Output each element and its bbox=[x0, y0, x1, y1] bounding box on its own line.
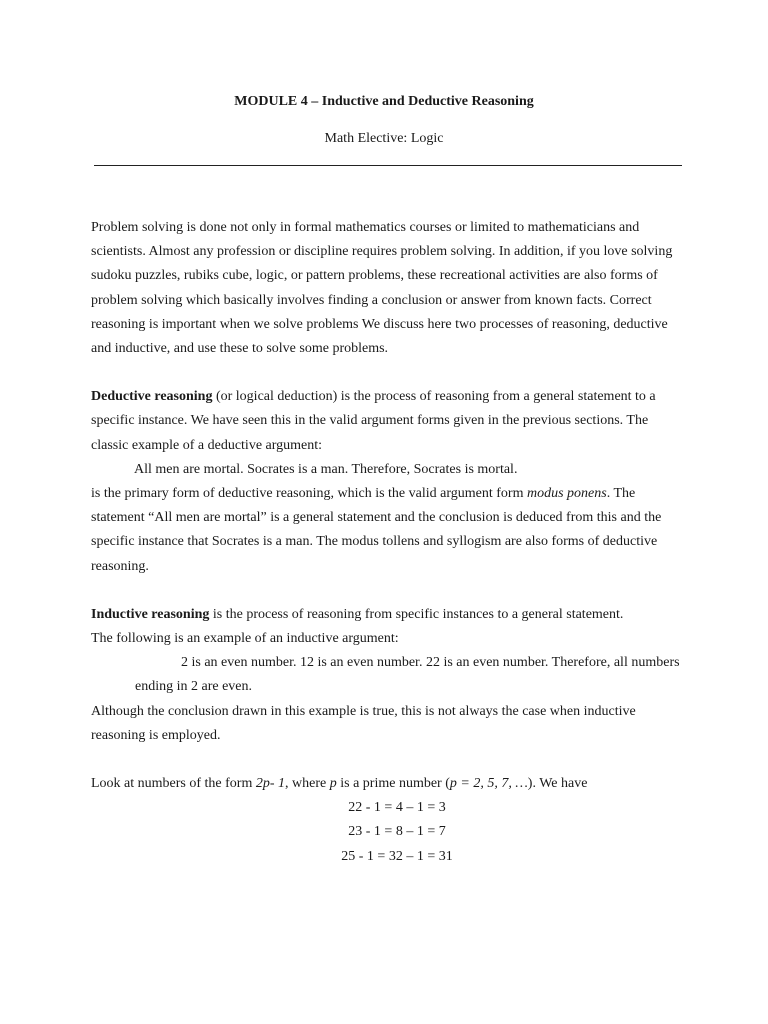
deductive-line-text: is the primary form of deductive reasoning, which is the valid argument form bbox=[91, 486, 527, 502]
inductive-paragraph bbox=[91, 603, 691, 748]
document-subtitle: Math Elective: Logic bbox=[324, 131, 444, 146]
deductive-example: All men are mortal. Socrates is a man. Therefore, Socrates is mortal. bbox=[134, 461, 518, 477]
paragraph-gap bbox=[91, 579, 691, 603]
equation-line: 25 - 1 = 32 – 1 = 31 bbox=[341, 848, 453, 864]
inductive-line-text: is the process of reasoning from specific instances to a general statement. bbox=[209, 606, 624, 622]
deductive-paragraph bbox=[91, 385, 691, 579]
deductive-line: specific instance that Socrates is a man. The modus tollens and syllogism are also forms of deductive bbox=[91, 534, 658, 550]
deductive-line bbox=[91, 482, 691, 506]
primes-text: is a prime number ( bbox=[336, 776, 450, 792]
intro-line: sudoku puzzles, rubiks cube, logic, or pattern problems, these recreational activities are also forms of bbox=[91, 268, 658, 284]
deductive-line-text: . The bbox=[606, 486, 636, 502]
intro-paragraph bbox=[91, 216, 691, 361]
inductive-line: The following is an example of an inductive argument: bbox=[91, 631, 399, 647]
inductive-example: 2 is an even number. 12 is an even number. 22 is an even number. Therefore, all numbers bbox=[181, 655, 680, 671]
inductive-line: Although the conclusion drawn in this example is true, this is not always the case when inductive bbox=[91, 703, 636, 719]
primes-text: , where bbox=[285, 776, 330, 792]
deductive-line: classic example of a deductive argument: bbox=[91, 437, 323, 453]
p-variable: p bbox=[329, 776, 337, 792]
deductive-line bbox=[91, 385, 691, 409]
paragraph-gap bbox=[91, 748, 691, 772]
deductive-line: reasoning. bbox=[91, 558, 149, 574]
primes-paragraph bbox=[91, 772, 691, 869]
intro-line: problem solving which basically involves finding a conclusion or answer from known facts. Correct bbox=[91, 292, 652, 308]
prime-list: p = 2, 5, 7, … bbox=[449, 776, 528, 792]
header-divider bbox=[94, 165, 682, 166]
intro-line: reasoning is important when we solve problems We discuss here two processes of reasoning, deductive bbox=[91, 316, 668, 332]
deductive-term: Deductive reasoning bbox=[91, 389, 213, 405]
form-expression: 2p- 1 bbox=[255, 776, 286, 792]
document-title: MODULE 4 – Inductive and Deductive Reasoning bbox=[234, 94, 534, 109]
equation-line: 23 - 1 = 8 – 1 = 7 bbox=[348, 824, 446, 840]
modus-ponens-term: modus ponens bbox=[526, 486, 607, 502]
deductive-line: statement “All men are mortal” is a general statement and the conclusion is deduced from this and the bbox=[91, 510, 662, 526]
inductive-example: ending in 2 are even. bbox=[135, 679, 253, 695]
intro-line: and inductive, and use these to solve some problems. bbox=[91, 341, 389, 357]
primes-line bbox=[91, 772, 691, 796]
equation-line: 22 - 1 = 4 – 1 = 3 bbox=[348, 800, 446, 816]
inductive-term: Inductive reasoning bbox=[91, 606, 210, 622]
inductive-line bbox=[91, 603, 691, 627]
intro-line: scientists. Almost any profession or discipline requires problem solving. In addition, if you love solving bbox=[91, 244, 673, 260]
primes-text: Look at numbers of the form bbox=[91, 776, 256, 792]
document-body bbox=[91, 216, 691, 869]
paragraph-gap bbox=[91, 361, 691, 385]
deductive-line-text: (or logical deduction) is the process of reasoning from a general statement to a bbox=[212, 389, 656, 405]
primes-text: ). We have bbox=[527, 776, 588, 792]
inductive-line: reasoning is employed. bbox=[91, 727, 221, 743]
deductive-line: specific instance. We have seen this in the valid argument forms given in the previous sections. The bbox=[91, 413, 649, 429]
intro-line: Problem solving is done not only in formal mathematics courses or limited to mathematicians and bbox=[91, 220, 640, 235]
